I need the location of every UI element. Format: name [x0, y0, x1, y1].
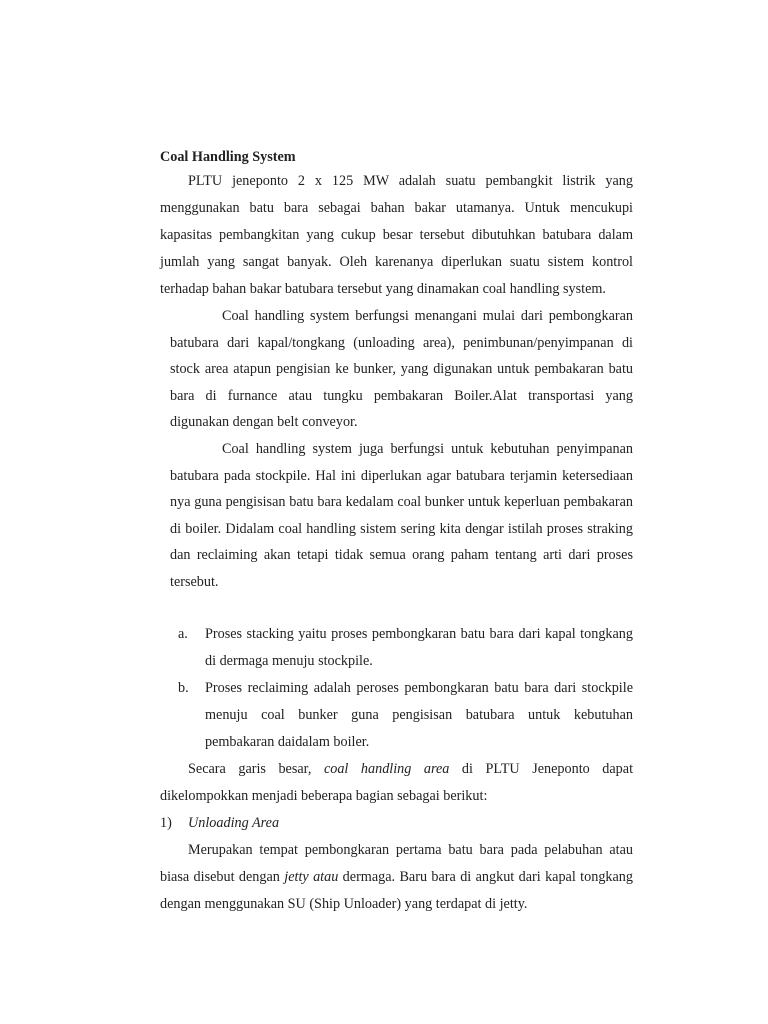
- emphasis-text: coal handling area: [323, 760, 450, 777]
- emphasis-text: jetty atau: [284, 868, 339, 885]
- paragraph-function: Coal handling system berfungsi menangani mulai dari pembongkaran batubara dari kapal/tongkang (unloading area), penimbunan/penyimpanan di stock area atapun pengisian ke bunker, yang digunakan untuk pembakaran batu bara di furnance atau tungku pembakaran Boiler.Alat transportasi yang digunakan dengan belt conveyor.: [170, 308, 633, 431]
- list-item: [160, 675, 633, 756]
- paragraph-unloading: [160, 837, 633, 918]
- text-run: Secara garis besar,: [188, 760, 324, 777]
- subsection-title: Unloading Area: [188, 814, 280, 831]
- paragraph-overview: [160, 756, 633, 810]
- list-item: [160, 621, 633, 675]
- subsection-heading: [160, 810, 633, 837]
- text-run: di PLTU Jeneponto dapat dikelompokkan menjadi beberapa bagian sebagai berikut:: [160, 760, 634, 804]
- spacer: [160, 596, 633, 621]
- section-title: Coal Handling System: [160, 149, 296, 165]
- text-run: Merupakan tempat pembongkaran pertama batu bara pada pelabuhan atau biasa disebut dengan: [160, 841, 633, 885]
- paragraph-intro: PLTU jeneponto 2 x 125 MW adalah suatu pembangkit listrik yang menggunakan batu bara sebagai bahan bakar utamanya. Untuk mencukupi kapasitas pembangkitan yang cukup besar tersebut dibutuhkan batubara dalam jumlah yang sangat banyak. Oleh karenanya diperlukan suatu sistem kontrol terhadap bahan bakar batubara tersebut yang dinamakan coal handling system.: [160, 173, 633, 297]
- text-run: dermaga. Baru bara di angkut dari kapal tongkang dengan menggunakan SU (Ship Unloader) yang terdapat di jetty.: [160, 868, 633, 912]
- subsection-number: 1): [160, 814, 172, 831]
- list-marker: b.: [178, 679, 189, 696]
- list-item-text: Proses reclaiming adalah peroses pembongkaran batu bara dari stockpile menuju coal bunker guna pengisisan batubara untuk kebutuhan pembakaran daidalam boiler.: [205, 679, 633, 750]
- process-list: [160, 621, 633, 756]
- list-item-text: Proses stacking yaitu proses pembongkaran batu bara dari kapal tongkang di dermaga menuju stockpile.: [205, 625, 633, 669]
- document-body: [160, 146, 633, 918]
- list-marker: a.: [178, 625, 188, 642]
- paragraph-storage: Coal handling system juga berfungsi untuk kebutuhan penyimpanan batubara pada stockpile. Hal ini diperlukan agar batubara terjamin ketersediaan nya guna pengisisan batu bara kedalam coal bunker untuk keperluan pembakaran di boiler. Didalam coal handling sistem sering kita dengar istilah proses straking dan reclaiming akan tetapi tidak semua orang paham tentang arti dari proses tersebut.: [170, 440, 633, 590]
